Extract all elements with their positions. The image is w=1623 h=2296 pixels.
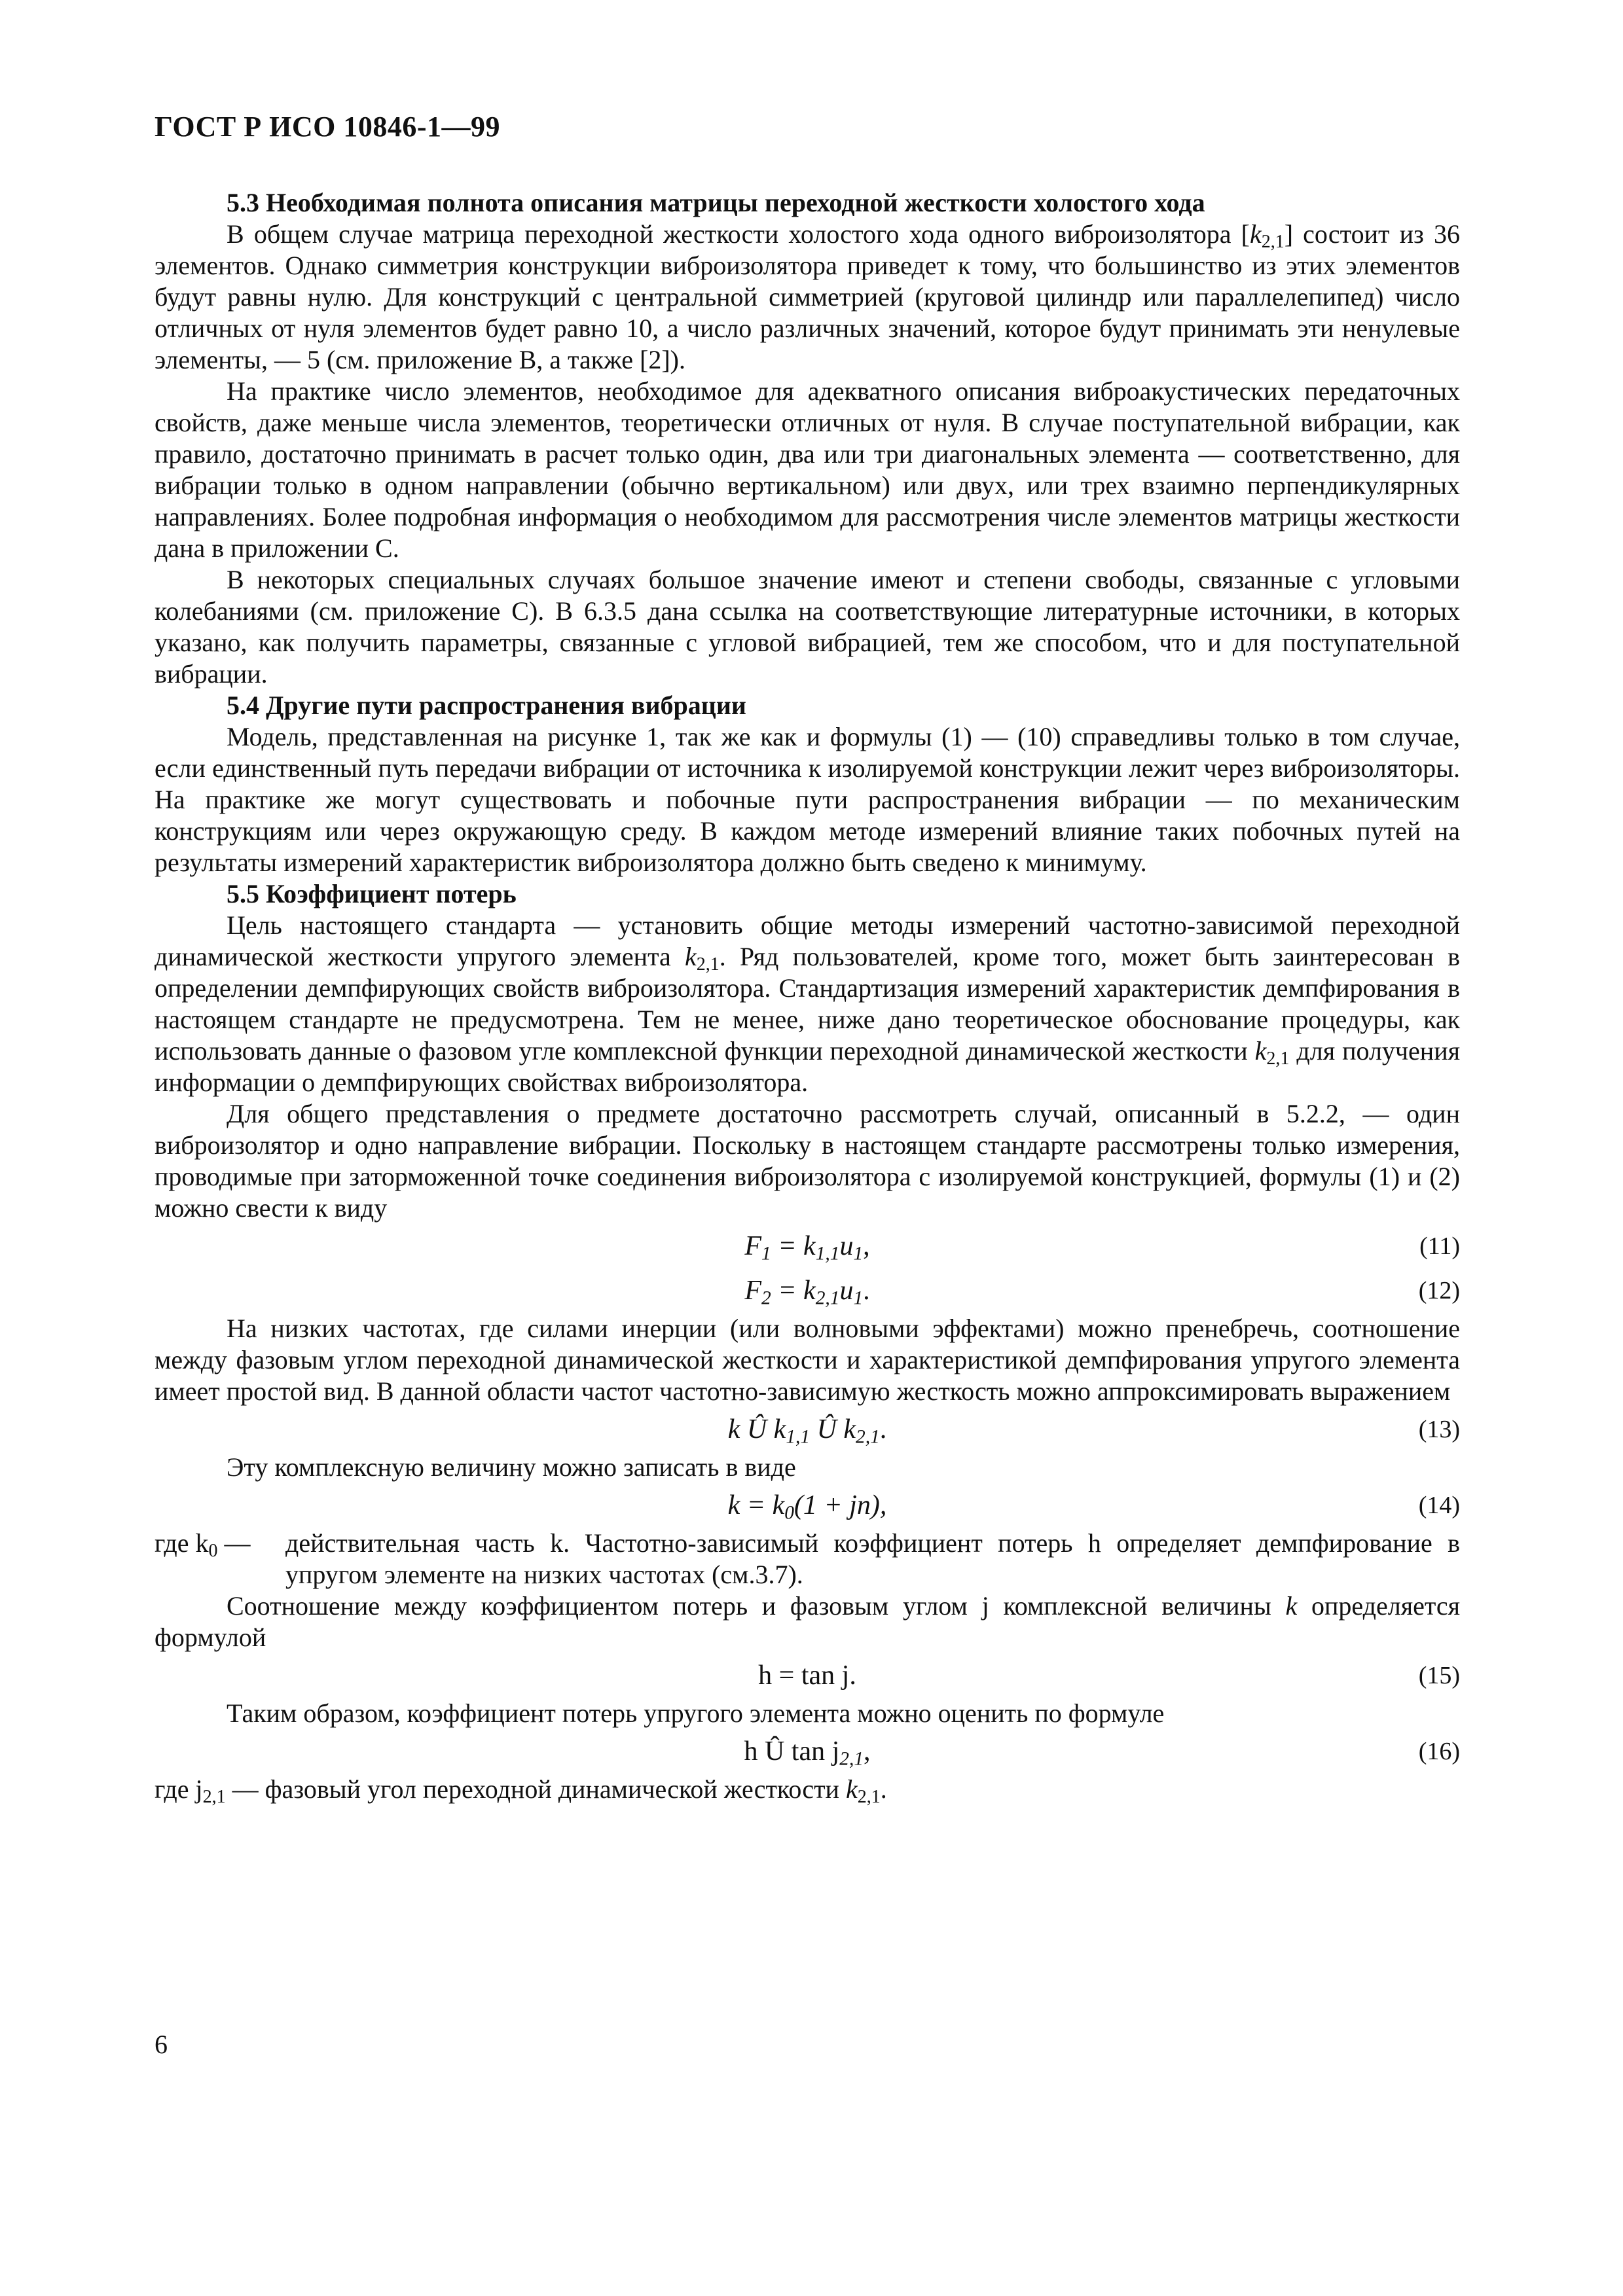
paragraph-5-5-1: Цель настоящего стандарта — установить общие методы измерений частотно-зависимой переходной динамической жесткости упругого элемента $k_{2,1}$. Ряд пользователей, кроме того, может быть заинтересован в определении демпфирующих свойств виброизолятора. Стандартизация измерений характеристик демпфирования в настоящем стандарте не предусмотрена. Тем не менее, ниже дано теоретическое обоснование процедуры, как использовать данные о фазовом угле комплексной функции переходной динамической жесткости $k_{2,1}$ для получения информации о демпфирующих свойствах виброизолятора.	[155, 910, 1460, 1097]
paragraph-5-5-3: На низких частотах, где силами инерции (или волновыми эффектами) можно пренебречь, соотношение между фазовым углом переходной динамической жесткости и характеристикой демпфирования упругого элемента имеет простой вид. В данной области частот частотно-зависимую жесткость можно аппроксимировать выражением	[155, 1314, 1460, 1406]
equation-number: (13)	[1418, 1416, 1460, 1443]
equation-number: (14)	[1418, 1492, 1460, 1519]
paragraph-5-5-6: Таким образом, коэффициент потерь упругого элемента можно оценить по формуле	[227, 1698, 1165, 1728]
paragraph-5-5-5: Соотношение между коэффициентом потерь и фазовым углом j комплексной величины k определяется формулой	[155, 1591, 1460, 1652]
equation-16: h Û $\tan j_{2,1}$, (16)	[155, 1729, 1460, 1774]
paragraph-5-5-2: Для общего представления о предмете достаточно рассмотреть случай, описанный в 5.2.2, — один виброизолятор и одно направление вибрации. Поскольку в настоящем стандарте рассмотрены только измерения, проводимые при заторможенной точке соединения виброизолятора с изолируемой конструкцией, формулы (1) и (2) можно свести к виду	[155, 1099, 1460, 1223]
equation-number: (16)	[1418, 1738, 1460, 1765]
document-header: ГОСТ Р ИСО 10846-1—99	[155, 111, 501, 143]
definition-label: где $k_0$ —	[155, 1528, 251, 1561]
section-heading-5-5: 5.5 Коэффициент потерь	[227, 879, 517, 908]
equation-number: (11)	[1419, 1232, 1460, 1260]
definition-text: действительная часть k. Частотно-зависимый коэффициент потерь h определяет демпфирование в упругом элементе на низких частотах (см.3.7).	[285, 1528, 1460, 1589]
equation-number: (12)	[1418, 1277, 1460, 1304]
equation-11: $F_1 = k_{1,1}u_1$, (11)	[155, 1224, 1460, 1268]
equation-15: h = tan j. (15)	[155, 1653, 1460, 1698]
section-heading-5-3: 5.3 Необходимая полнота описания матрицы переходной жесткости холостого хода	[227, 188, 1205, 217]
section-heading-5-4: 5.4 Другие пути распространения вибрации	[227, 691, 746, 720]
definition-k0	[155, 1528, 1460, 1590]
equation-12: $F_2 = k_{2,1}u_1$. (12)	[155, 1268, 1460, 1313]
paragraph-5-5-4: Эту комплексную величину можно записать в виде	[227, 1452, 796, 1482]
paragraph-5-4-1: Модель, представленная на рисунке 1, так же как и формулы (1) — (10) справедливы только в том случае, если единственный путь передачи вибрации от источника к изолируемой конструкции лежит через виброизоляторы. На практике же могут существовать и побочные пути распространения вибрации — по механическим конструкциям или через окружающую среду. В каждом методе измерений влияние таких побочных путей на результаты измерений характеристик виброизолятора должно быть сведено к минимуму.	[155, 722, 1460, 877]
page-number: 6	[155, 2030, 168, 2059]
equation-14: $k = k_0(1 + jn)$, (14)	[155, 1483, 1460, 1528]
equation-number: (15)	[1418, 1662, 1460, 1689]
paragraph-5-3-3: В некоторых специальных случаях большое значение имеют и степени свободы, связанные с угловыми колебаниями (см. приложение С). В 6.3.5 дана ссылка на соответствующие литературные источники, в которых указано, как получить параметры, связанные с угловой вибрацией, тем же способом, что и для поступательной вибрации.	[155, 565, 1460, 689]
paragraph-5-3-1: В общем случае матрица переходной жесткости холостого хода одного виброизолятора $[k_{2,1}]$ состоит из 36 элементов. Однако симметрия конструкции виброизолятора приведет к тому, что большинство из этих элементов будут равны нулю. Для конструкций с центральной симметрией (круговой цилиндр или параллелепипед) число отличных от нуля элементов будет равно 10, а число различных значений, которое будут принимать эти ненулевые элементы, — 5 (см. приложение В, а также [2]).	[155, 219, 1461, 374]
document-body	[155, 187, 1460, 1805]
equation-13: k Û $k_{1,1}$ Û $k_{2,1}$. (13)	[155, 1407, 1460, 1452]
paragraph-5-3-2: На практике число элементов, необходимое для адекватного описания виброакустических передаточных свойств, даже меньше числа элементов, теоретически отличных от нуля. В случае поступательной вибрации, как правило, достаточно принимать в расчет только один, два или три диагональных элемента — соответственно, для вибрации только в одном направлении (обычно вертикальном) или двух, или трех взаимно перпендикулярных направлениях. Более подробная информация о необходимом для рассмотрения числе элементов матрицы жесткости дана в приложении С.	[155, 376, 1460, 563]
definition-phase-angle: где $j_{2,1}$ — фазовый угол переходной динамической жесткости $k_{2,1}$.	[155, 1774, 887, 1807]
